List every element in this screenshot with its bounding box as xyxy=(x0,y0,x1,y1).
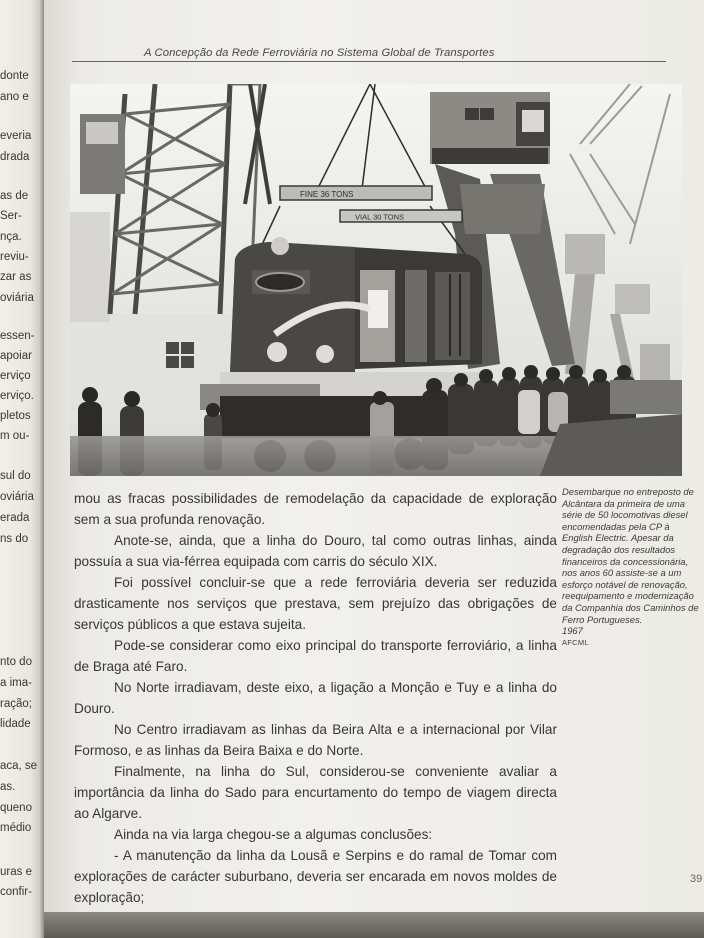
locomotive-photo xyxy=(70,84,682,476)
facing-page-fragment: médio xyxy=(0,822,32,834)
facing-page-fragment: aca, se xyxy=(0,760,38,772)
caption-year: 1967 xyxy=(562,625,583,637)
caption-credit: AFCML xyxy=(562,637,589,647)
facing-page-fragment: erviço xyxy=(0,370,31,382)
facing-page-fragment: as. xyxy=(0,781,16,793)
book-page xyxy=(44,0,704,912)
paragraph: No Centro irradiavam as linhas da Beira Alta e a internacional por Vilar Formoso, e as linhas da Beira Baixa e do Norte. xyxy=(74,722,557,758)
facing-page-fragment: erviço. xyxy=(0,390,34,402)
facing-page-fragment: zar as xyxy=(0,271,32,283)
table-surface xyxy=(44,912,704,938)
photo-illustration xyxy=(70,84,682,476)
facing-page-fragment: oviária xyxy=(0,491,34,503)
paragraph: Pode-se considerar como eixo principal do transporte ferroviário, a linha de Braga até Faro. xyxy=(74,638,557,674)
facing-page-fragment: uras e xyxy=(0,866,32,878)
facing-page-fragment: sul do xyxy=(0,470,31,482)
photo-caption xyxy=(562,486,700,648)
paragraph: Ainda na via larga chegou-se a algumas conclusões: xyxy=(114,827,433,842)
facing-page-fragment: oviária xyxy=(0,292,34,304)
facing-page-fragment: ração; xyxy=(0,698,32,710)
page-number: 39 xyxy=(690,873,703,885)
spreader-lettering-2: VIAL 30 TONS xyxy=(355,212,405,222)
header-rule xyxy=(72,61,666,62)
facing-page-fragment: donte xyxy=(0,70,29,82)
facing-page-fragment: ns do xyxy=(0,533,29,545)
paragraph: - A manutenção da linha da Lousã e Serpins e do ramal de Tomar com explorações de carácter suburbano, deveria ser encarada em novos moldes de exploração; xyxy=(74,848,557,905)
article-body xyxy=(74,488,557,908)
facing-page-fragment: m ou- xyxy=(0,430,30,442)
facing-page-fragment: apoiar xyxy=(0,350,32,362)
paragraph: No Norte irradiavam, deste eixo, a ligação a Monção e Tuy e a linha do Douro. xyxy=(74,680,557,716)
facing-page-fragment: as de xyxy=(0,190,29,202)
running-head: A Concepção da Rede Ferroviária no Sistema Global de Transportes xyxy=(144,47,495,59)
facing-page-fragment: queno xyxy=(0,802,32,814)
facing-page-fragment: reviu- xyxy=(0,251,29,263)
paragraph: mou as fracas possibilidades de remodelação da capacidade de exploração sem a sua profunda renovação. xyxy=(74,491,557,527)
paragraph: Finalmente, na linha do Sul, considerou-se conveniente avaliar a importância da linha do Sado para encurtamento do tempo de viagem directa ao Algarve. xyxy=(74,764,557,821)
facing-page-fragment: pletos xyxy=(0,410,31,422)
facing-page-fragment: erada xyxy=(0,512,30,524)
facing-page-fragment: everia xyxy=(0,130,32,142)
facing-page-fragment: a ima- xyxy=(0,677,32,689)
facing-page-fragment: nça. xyxy=(0,231,22,243)
facing-page-fragment: nto do xyxy=(0,656,32,668)
paragraph: Foi possível concluir-se que a rede ferroviária deveria ser reduzida drasticamente nos serviços que prestava, sem prejuízo das obrigações de serviços públicos a que estava sujeita. xyxy=(74,575,557,632)
caption-text: Desembarque no entreposto de Alcântara da primeira de uma série de 50 locomotivas diesel encomendadas pela CP à English Electric. Apesar da degradação dos resultados financeiros da concessionária, nos anos 60 assiste-se a um esforço notável de renovação, reequipamento e modernização da Companhia dos Caminhos de Ferro Portugueses. xyxy=(562,486,699,625)
facing-page-fragment: confir- xyxy=(0,886,32,898)
paragraph: Anote-se, ainda, que a linha do Douro, tal como outras linhas, ainda possuía a sua via-férrea equipada com carris do século XIX. xyxy=(74,533,557,569)
facing-page-edge xyxy=(0,0,44,938)
spreader-lettering: FINE 36 TONS xyxy=(300,190,354,199)
facing-page-fragment: Ser- xyxy=(0,210,22,222)
facing-page-fragment: lidade xyxy=(0,718,31,730)
facing-page-fragment: ano e xyxy=(0,91,29,103)
facing-page-fragment: essen- xyxy=(0,330,35,342)
facing-page-fragment: drada xyxy=(0,151,30,163)
